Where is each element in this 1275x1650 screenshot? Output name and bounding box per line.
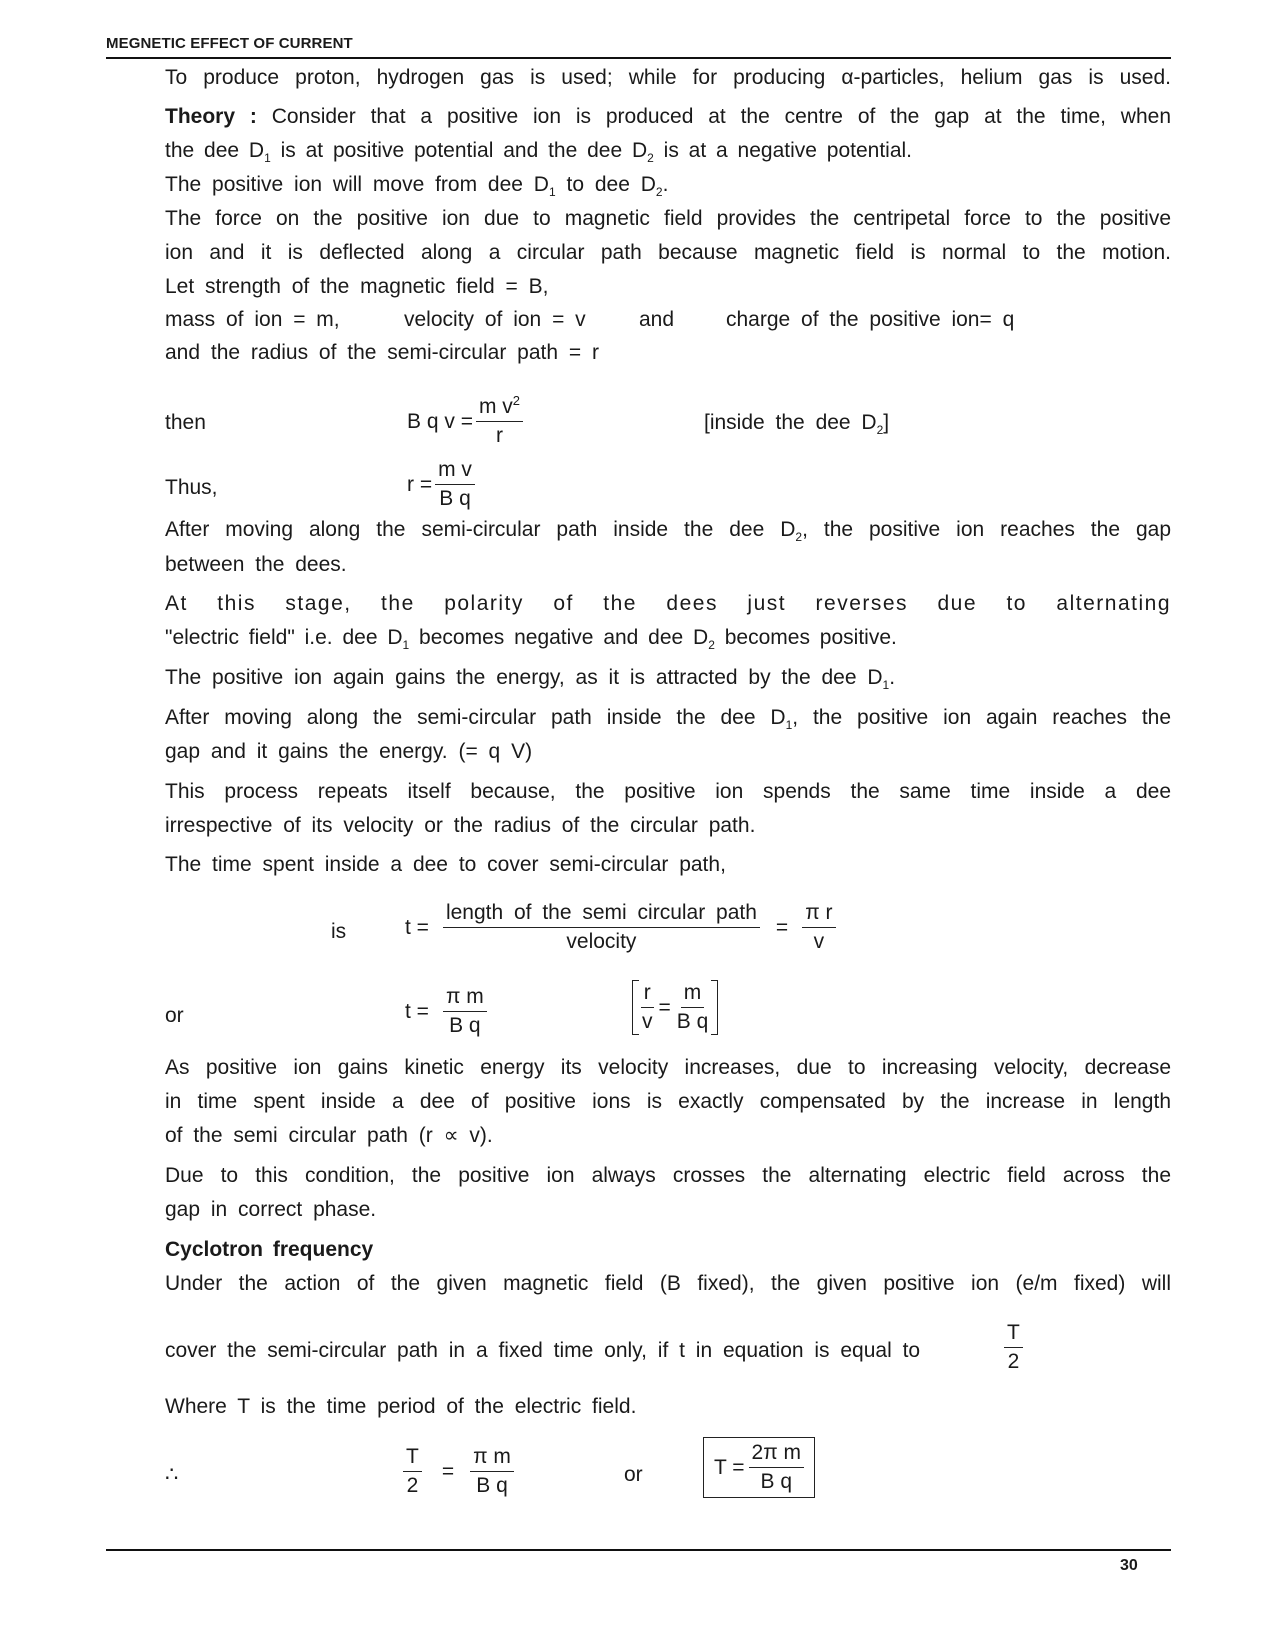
paragraph-line: of the semi circular path (r ∝ v). (165, 1124, 493, 1147)
text: becomes negative and dee D (409, 626, 709, 649)
variable-velocity: velocity of ion = v (404, 308, 586, 331)
eq-equals: = (775, 915, 789, 939)
equation-period-boxed (703, 1437, 815, 1498)
equation-note (704, 409, 889, 437)
header-rule (106, 57, 1171, 59)
numerator: m v (435, 457, 475, 485)
subscript: 2 (795, 530, 803, 544)
numerator: m (681, 980, 705, 1008)
paragraph-line: Due to this condition, the positive ion always crosses the alternating electric field across the (165, 1164, 1171, 1187)
text: , the positive ion reaches the gap (802, 518, 1171, 541)
fraction (1004, 1320, 1023, 1375)
therefore-symbol: ∴ (165, 1463, 179, 1486)
denominator: velocity (566, 930, 637, 953)
text: "electric field" i.e. dee D (165, 626, 403, 649)
fraction (674, 980, 712, 1035)
text: After moving along the semi-circular path inside the dee D (165, 518, 796, 541)
equation-force (407, 394, 523, 449)
paragraph-line: This process repeats itself because, the positive ion spends the same time inside a dee (165, 780, 1171, 803)
paragraph-line: irrespective of its velocity or the radius of the circular path. (165, 814, 756, 837)
paragraph-line: As positive ion gains kinetic energy its velocity increases, due to increasing velocity, decrease (165, 1056, 1171, 1079)
fraction (476, 394, 523, 449)
bracket-relation (632, 980, 718, 1035)
footer-rule (106, 1549, 1171, 1551)
equation-time (405, 900, 836, 955)
numerator: π m (443, 984, 487, 1012)
denominator: B q (476, 1474, 508, 1497)
eq-lhs: t = (405, 915, 429, 939)
paragraph-line: ion and it is deflected along a circular path because magnetic field is normal to the motion. (165, 241, 1171, 264)
paragraph-line (165, 704, 1171, 732)
or-label: or (165, 1004, 184, 1027)
text: . (662, 173, 669, 196)
paragraph-line: in time spent inside a dee of positive ions is exactly compensated by the increase in length (165, 1090, 1171, 1113)
fraction (802, 900, 835, 955)
eq-lhs: T = (714, 1455, 745, 1479)
text: Consider that a positive ion is produced at the centre of the gap at the time, when (271, 105, 1171, 128)
fraction (403, 1444, 422, 1499)
eq-equals: = (441, 1459, 455, 1483)
denominator: r (495, 424, 503, 447)
fraction (435, 457, 475, 512)
eq-equals: = (658, 995, 671, 1019)
fraction (470, 1444, 514, 1499)
paragraph-line: between the dees. (165, 553, 347, 576)
equation-radius (407, 457, 475, 512)
text: is at a negative potential. (653, 139, 913, 162)
theory-line (165, 103, 1171, 131)
paragraph-line (165, 516, 1171, 544)
eq-lhs: t = (405, 999, 429, 1023)
denominator: B q (676, 1010, 709, 1033)
text: The positive ion again gains the energy, as it is attracted by the dee D (165, 666, 883, 689)
variable-mass: mass of ion = m, (165, 308, 340, 331)
denominator: v (642, 1010, 653, 1033)
paragraph-line (165, 171, 1171, 199)
paragraph-line (165, 137, 1171, 165)
text: to dee D (555, 173, 656, 196)
paragraph-line: cover the semi-circular path in a fixed time only, if t in equation is equal to (165, 1339, 921, 1362)
text: . (889, 666, 896, 689)
result-box (703, 1437, 815, 1498)
denominator: 2 (1007, 1350, 1020, 1373)
page-header-title: MEGNETIC EFFECT OF CURRENT (106, 35, 353, 52)
subscript: 2 (876, 423, 884, 437)
text: After moving along the semi-circular path inside the dee D (165, 706, 786, 729)
numerator: T (403, 1444, 422, 1472)
text: [inside the dee D (704, 411, 877, 434)
denominator: 2 (406, 1474, 419, 1497)
denominator: v (813, 930, 825, 953)
numerator: m v (478, 395, 513, 418)
text: the dee D (165, 139, 265, 162)
text: becomes positive. (714, 626, 897, 649)
equation-time-result (405, 984, 487, 1039)
paragraph-line: gap and it gains the energy. (= q V) (165, 740, 533, 763)
subscript: 1 (402, 638, 410, 652)
numerator: π m (470, 1444, 514, 1472)
then-label: then (165, 411, 206, 434)
paragraph-line: Let strength of the magnetic field = B, (165, 275, 549, 298)
equation-period-half (403, 1444, 514, 1499)
is-label: is (331, 920, 347, 943)
fraction (749, 1440, 805, 1495)
denominator: B q (439, 487, 471, 510)
paragraph-line: To produce proton, hydrogen gas is used; while for producing α-particles, helium gas is used. (165, 66, 1171, 89)
or-label: or (624, 1463, 643, 1486)
eq-lhs: B q v = (407, 409, 473, 433)
text: is at positive potential and the dee D (270, 139, 648, 162)
numerator: 2π m (749, 1440, 805, 1468)
fraction (443, 900, 760, 955)
paragraph-line: The time spent inside a dee to cover semi-circular path, (165, 853, 726, 876)
paragraph-line: The force on the positive ion due to magnetic field provides the centripetal force to the positive (165, 207, 1171, 230)
numerator: T (1004, 1320, 1023, 1348)
conjunction: and (639, 308, 675, 331)
theory-label: Theory : (165, 105, 257, 128)
eq-lhs: r = (407, 472, 433, 496)
denominator: B q (760, 1470, 793, 1493)
subscript: 2 (655, 185, 663, 199)
section-heading: Cyclotron frequency (165, 1238, 374, 1261)
bracket (632, 980, 718, 1035)
subscript: 2 (708, 638, 715, 652)
subscript: 1 (264, 151, 271, 165)
subscript: 1 (882, 678, 890, 692)
numerator: length of the semi circular path (443, 900, 760, 928)
variable-charge: charge of the positive ion= q (726, 308, 1015, 331)
subscript: 1 (548, 185, 556, 199)
text: The positive ion will move from dee D (165, 173, 549, 196)
paragraph-line: and the radius of the semi-circular path = r (165, 341, 599, 364)
superscript: 2 (512, 393, 521, 408)
thus-label: Thus, (165, 476, 218, 499)
subscript: 1 (785, 718, 793, 732)
paragraph-line: Where T is the time period of the electric field. (165, 1395, 637, 1418)
numerator: r (641, 980, 654, 1008)
paragraph-line: gap in correct phase. (165, 1198, 377, 1221)
paragraph-line (165, 664, 1171, 692)
page-number: 30 (1120, 1557, 1138, 1574)
paragraph-line: At this stage, the polarity of the dees just reverses due to alternating (165, 592, 1171, 615)
text: , the positive ion again reaches the (792, 706, 1172, 729)
denominator: B q (449, 1014, 481, 1037)
paragraph-line: Under the action of the given magnetic field (B fixed), the given positive ion (e/m fixed) will (165, 1272, 1171, 1295)
text: ] (883, 411, 890, 434)
paragraph-line (165, 624, 1171, 652)
numerator: π r (802, 900, 835, 928)
subscript: 2 (647, 151, 654, 165)
fraction (443, 984, 487, 1039)
fraction-t-half (1004, 1320, 1023, 1375)
fraction (639, 980, 656, 1035)
